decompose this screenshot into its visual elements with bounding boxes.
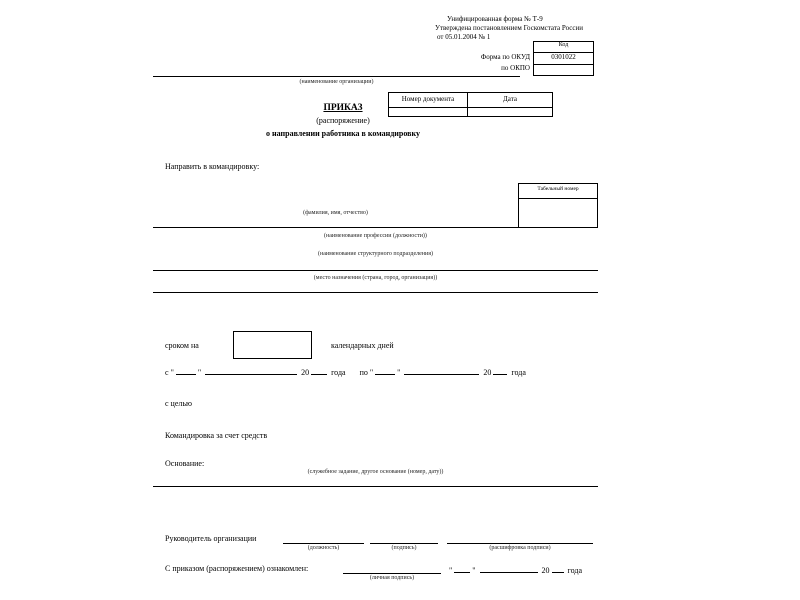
close-quote-to: " <box>397 368 401 377</box>
employee-department-caption: (наименование структурного подразделения) <box>317 251 433 257</box>
code-box <box>533 41 594 76</box>
directive-label: Направить в командировку: <box>165 162 260 171</box>
field-line-2 <box>153 270 598 271</box>
term-days-box <box>233 331 312 359</box>
order-title-text: ПРИКАЗ <box>323 103 363 113</box>
code-box-header: Код <box>534 42 593 53</box>
acknowledgement-label: С приказом (распоряжением) ознакомлен: <box>165 564 309 573</box>
head-position-caption: (должность) <box>307 545 340 551</box>
employee-position-caption: (наименование профессии (должности)) <box>324 233 427 239</box>
basis-label: Основание: <box>165 459 205 468</box>
date-to-label: по <box>359 368 368 377</box>
acknowledgement-date-row <box>449 564 582 576</box>
head-signature-caption: (подпись) <box>391 545 417 551</box>
field-line-1 <box>153 227 598 228</box>
year-to-blank <box>493 366 507 375</box>
month-to-blank <box>404 366 479 375</box>
century-from: 20 <box>301 368 310 377</box>
ack-month-blank <box>480 564 538 573</box>
head-of-organization-label: Руководитель организации <box>165 534 257 543</box>
form-approval-note-line1: Унифицированная форма № Т-9 <box>447 15 543 23</box>
organization-name-line <box>153 76 520 77</box>
form-approval-note-line3: от 05.01.2004 № 1 <box>437 33 491 41</box>
doc-number-header-cell: Номер документа <box>389 93 468 108</box>
ack-day-blank <box>454 564 470 573</box>
month-from-blank <box>205 366 297 375</box>
destination-caption: (место назначения (страна, город, организация)) <box>313 275 438 281</box>
okud-code-value: 0301022 <box>534 53 593 65</box>
head-name-line <box>447 534 593 544</box>
ack-century: 20 <box>541 566 550 575</box>
okpo-label: по ОКПО <box>501 64 530 72</box>
head-position-line <box>283 534 364 544</box>
acknowledgement-signature-line <box>343 564 441 574</box>
acknowledgement-signature-caption: (личная подпись) <box>369 575 415 581</box>
period-dates-row <box>165 366 526 378</box>
purpose-label: с целью <box>165 399 192 408</box>
year-from-blank <box>311 366 327 375</box>
year-word-from: года <box>331 368 346 377</box>
term-days-label: календарных дней <box>331 341 394 350</box>
ack-year-word: года <box>567 566 583 575</box>
day-from-blank <box>176 366 196 375</box>
field-line-3 <box>153 292 598 293</box>
order-title <box>153 103 533 113</box>
century-to: 20 <box>483 368 492 377</box>
year-word-to: года <box>511 368 526 377</box>
employee-name-caption: (фамилия, имя, отчество) <box>303 210 368 216</box>
order-subtitle: (распоряжение) <box>316 116 370 125</box>
okud-label: Форма по ОКУД <box>480 53 530 61</box>
head-name-caption: (расшифровка подписи) <box>489 545 551 551</box>
ack-close-quote: " <box>472 566 476 575</box>
close-quote-from: " <box>197 368 202 377</box>
ack-year-blank <box>552 564 564 573</box>
order-subject: о направлении работника в командировку <box>266 129 420 138</box>
ack-open-quote: " <box>449 566 453 575</box>
form-approval-note-line2: Утверждена постановлением Госкомстата России <box>435 24 583 32</box>
date-from-label: с <box>165 368 169 377</box>
head-signature-line <box>370 534 438 544</box>
okpo-code-cell <box>534 65 593 76</box>
day-to-blank <box>375 366 395 375</box>
term-label: сроком на <box>165 341 199 350</box>
personnel-number-box <box>518 183 598 228</box>
basis-caption: (служебное задание, другое основание (номер, дату)) <box>307 469 444 475</box>
doc-date-header-cell: Дата <box>468 93 552 108</box>
open-quote-to: " <box>369 368 374 377</box>
organization-name-caption: (наименование организации) <box>299 79 374 85</box>
basis-line <box>153 486 598 487</box>
personnel-number-label: Табельный номер <box>519 184 597 199</box>
open-quote-from: " <box>170 368 174 377</box>
funding-label: Командировка за счет средств <box>165 431 268 440</box>
